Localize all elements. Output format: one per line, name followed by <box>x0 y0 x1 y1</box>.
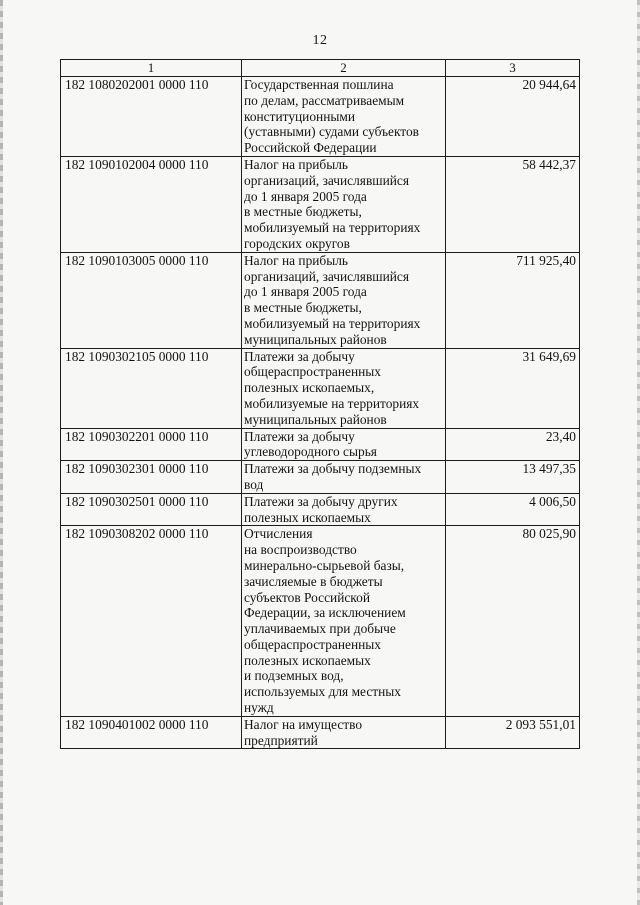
revenue-name-line: до 1 января 2005 года <box>244 188 367 204</box>
budget-classification-code: 182 1090401002 0000 110 <box>61 716 242 749</box>
revenue-name-line: Федерации, за исключением <box>244 605 406 621</box>
revenue-name-line: полезных ископаемых <box>244 509 371 525</box>
column-header-amount: 3 <box>446 60 580 77</box>
revenue-name-line: минерально-сырьевой базы, <box>244 557 405 573</box>
budget-classification-code: 182 1090302301 0000 110 <box>61 461 242 494</box>
revenue-amount: 2 093 551,01 <box>446 716 580 749</box>
table-row <box>61 252 580 348</box>
revenue-name <box>242 428 446 461</box>
revenue-name-line: нужд <box>244 700 274 716</box>
revenue-name-line: полезных ископаемых, <box>244 380 375 396</box>
revenue-name-line: мобилизуемые на территориях <box>244 395 420 411</box>
revenue-amount: 58 442,37 <box>446 156 580 252</box>
revenue-name-line: предприятий <box>244 732 318 748</box>
revenue-name-line: муниципальных районов <box>244 331 387 347</box>
page-number: 12 <box>312 33 328 48</box>
table-row <box>61 461 580 494</box>
column-header-name: 2 <box>242 60 446 77</box>
revenue-name <box>242 348 446 428</box>
revenue-name-line: городских округов <box>244 235 350 251</box>
table-row <box>61 77 580 157</box>
budget-revenue-table <box>60 59 580 749</box>
revenue-name-line: на воспроизводство <box>244 542 357 558</box>
revenue-name-line: мобилизуемый на территориях <box>244 220 421 236</box>
revenue-name-line: используемых для местных <box>244 684 401 700</box>
revenue-name-line: субъектов Российской <box>244 589 370 605</box>
table-body <box>61 60 580 749</box>
revenue-name <box>242 461 446 494</box>
revenue-amount: 80 025,90 <box>446 526 580 717</box>
revenue-name-line: углеводородного сырья <box>244 444 377 460</box>
revenue-name <box>242 716 446 749</box>
revenue-name-line: Платежи за добычу <box>244 348 355 364</box>
table-row <box>61 526 580 717</box>
revenue-name <box>242 77 446 157</box>
revenue-name-line: Налог на прибыль <box>244 156 349 172</box>
budget-classification-code: 182 1090302501 0000 110 <box>61 493 242 526</box>
revenue-name-line: конституционными <box>244 108 356 124</box>
revenue-name-line: Налог на прибыль <box>244 252 349 268</box>
table-row <box>61 348 580 428</box>
table-row <box>61 428 580 461</box>
column-header-code: 1 <box>61 60 242 77</box>
revenue-name-line: (уставными) судами субъектов <box>244 124 420 140</box>
revenue-name-line: Платежи за добычу других <box>244 493 398 509</box>
revenue-name-line: общераспространенных <box>244 364 381 380</box>
revenue-name <box>242 526 446 717</box>
budget-classification-code: 182 1090302201 0000 110 <box>61 428 242 461</box>
revenue-name <box>242 493 446 526</box>
revenue-name <box>242 252 446 348</box>
budget-classification-code: 182 1090302105 0000 110 <box>61 348 242 428</box>
scan-edge-left <box>0 0 3 905</box>
revenue-name-line: Налог на имущество <box>244 716 363 732</box>
table-row <box>61 156 580 252</box>
revenue-amount: 13 497,35 <box>446 461 580 494</box>
table-header-row <box>61 60 580 77</box>
revenue-name-line: мобилизуемый на территориях <box>244 315 421 331</box>
budget-classification-code: 182 1090103005 0000 110 <box>61 252 242 348</box>
revenue-name-line: организаций, зачислявшийся <box>244 172 410 188</box>
revenue-name-line: Российской Федерации <box>244 140 377 156</box>
budget-classification-code: 182 1080202001 0000 110 <box>61 77 242 157</box>
revenue-name-line: до 1 января 2005 года <box>244 284 367 300</box>
revenue-name-line: уплачиваемых при добыче <box>244 621 396 637</box>
revenue-name-line: по делам, рассматриваемым <box>244 92 405 108</box>
revenue-name-line: Платежи за добычу <box>244 428 355 444</box>
revenue-amount: 20 944,64 <box>446 77 580 157</box>
revenue-amount: 23,40 <box>446 428 580 461</box>
revenue-name-line: вод <box>244 476 264 492</box>
revenue-name-line: полезных ископаемых <box>244 652 371 668</box>
revenue-amount: 31 649,69 <box>446 348 580 428</box>
budget-classification-code: 182 1090308202 0000 110 <box>61 526 242 717</box>
table-row <box>61 716 580 749</box>
revenue-name-line: Государственная пошлина <box>244 77 394 92</box>
revenue-name-line: Платежи за добычу подземных <box>244 461 422 477</box>
revenue-name-line: в местные бюджеты, <box>244 300 362 316</box>
revenue-amount: 4 006,50 <box>446 493 580 526</box>
revenue-name-line: Отчисления <box>244 526 313 542</box>
revenue-name-line: муниципальных районов <box>244 411 387 427</box>
budget-classification-code: 182 1090102004 0000 110 <box>61 156 242 252</box>
revenue-name-line: зачисляемые в бюджеты <box>244 573 383 589</box>
revenue-name-line: в местные бюджеты, <box>244 204 362 220</box>
revenue-name-line: и подземных вод, <box>244 668 344 684</box>
revenue-name-line: общераспространенных <box>244 636 381 652</box>
table-row <box>61 493 580 526</box>
revenue-name-line: организаций, зачислявшийся <box>244 268 410 284</box>
revenue-name <box>242 156 446 252</box>
revenue-amount: 711 925,40 <box>446 252 580 348</box>
